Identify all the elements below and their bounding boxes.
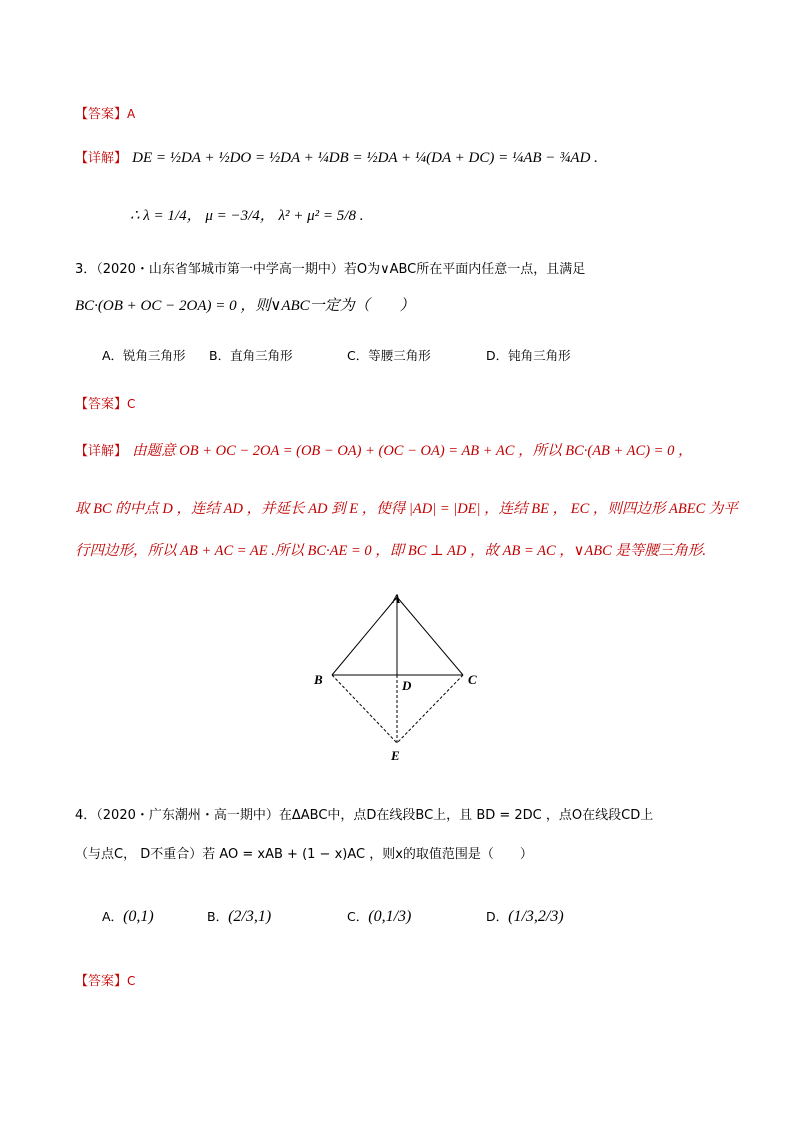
detail-label: 【详解】 <box>75 151 128 166</box>
q3-answer-line <box>75 393 135 412</box>
answer-value: C <box>127 974 136 988</box>
point-label-b: B <box>314 672 323 687</box>
q4-stem-line-2: （与点C， D不重合）若 AO = xAB + (1 − x)AC ，则x的取值范围是（ ） <box>75 847 533 862</box>
option-value: (2/3,1) <box>228 908 272 925</box>
point-label-c: C <box>468 672 477 687</box>
answer-value: A <box>127 107 136 121</box>
detail-equation-1: DE = ½DA + ½DO = ½DA + ¼DB = ½DA + ¼(DA + DC) = ¼AB − ¾AD . <box>132 150 598 166</box>
q4-option-b[interactable] <box>207 906 271 926</box>
q3-detail-text-1: 由题意 OB + OC − 2OA = (OB − OA) + (OC − OA) = AB + AC ，所以 BC·(AB + AC) = 0 ， <box>132 443 693 459</box>
option-label: A． <box>102 909 124 924</box>
q4-answer-line <box>75 970 135 989</box>
point-label-e: E <box>391 748 400 763</box>
option-label: D． <box>486 909 509 924</box>
segment-ac <box>397 597 463 675</box>
q4-option-a[interactable] <box>102 906 154 926</box>
answer-label: 【答案】 <box>75 107 128 122</box>
q3-geometry-figure <box>300 585 500 770</box>
q3-option-d[interactable]: D．钝角三角形 <box>486 348 571 363</box>
answer-label: 【答案】 <box>75 397 128 412</box>
option-label: B． <box>207 909 229 924</box>
q4-stem-line-1: 4．（2020・广东潮州・高一期中）在ΔABC中，点D在线段BC上，且 BD = 2DC ，点O在线段CD上 <box>75 808 654 823</box>
q3-detail-text-3: 行四边形，所以 AB + AC = AE .所以 BC·AE = 0 ，即 BC ⊥ AD ，故 AB = AC ，∨ABC 是等腰三角形. <box>75 543 707 559</box>
point-label-a: A <box>392 591 401 606</box>
option-value: (1/3,2/3) <box>508 908 564 925</box>
q4-option-d[interactable] <box>486 906 564 926</box>
q3-option-a[interactable]: A．锐角三角形 <box>102 348 186 363</box>
point-label-d: D <box>402 678 412 693</box>
segment-be-dashed <box>332 675 397 743</box>
q4-option-c[interactable] <box>347 906 411 926</box>
option-value: (0,1) <box>123 908 154 925</box>
detail-line-2 <box>130 204 363 225</box>
answer-value: C <box>127 397 136 411</box>
segment-ab <box>332 597 397 675</box>
option-label: C． <box>347 909 369 924</box>
q3-stem-line-2: BC·(OB + OC − 2OA) = 0 ，则∨ABC一定为（ ） <box>75 298 415 314</box>
detail-equation-2: ∴ λ = 1/4， μ = −3/4， λ² + μ² = 5/8 . <box>130 208 364 224</box>
q3-detail-text-2: 取 BC 的中点 D ，连结 AD ，并延长 AD 到 E ，使得 |AD| = |DE| ，连结 BE ， EC ，则四边形 ABEC 为平 <box>75 501 738 517</box>
q3-option-b[interactable]: B．直角三角形 <box>209 348 293 363</box>
q3-stem-line-1: 3．（2020・山东省邹城市第一中学高一期中）若O为∨ABC所在平面内任意一点，且满足 <box>75 262 586 277</box>
q3-detail-line-1 <box>75 439 692 460</box>
detail-line-1 <box>75 147 598 167</box>
detail-label: 【详解】 <box>75 444 128 459</box>
option-value: (0,1/3) <box>368 908 412 925</box>
answer-line-1 <box>75 103 135 122</box>
answer-label: 【答案】 <box>75 974 128 989</box>
q3-option-c[interactable]: C．等腰三角形 <box>347 348 431 363</box>
